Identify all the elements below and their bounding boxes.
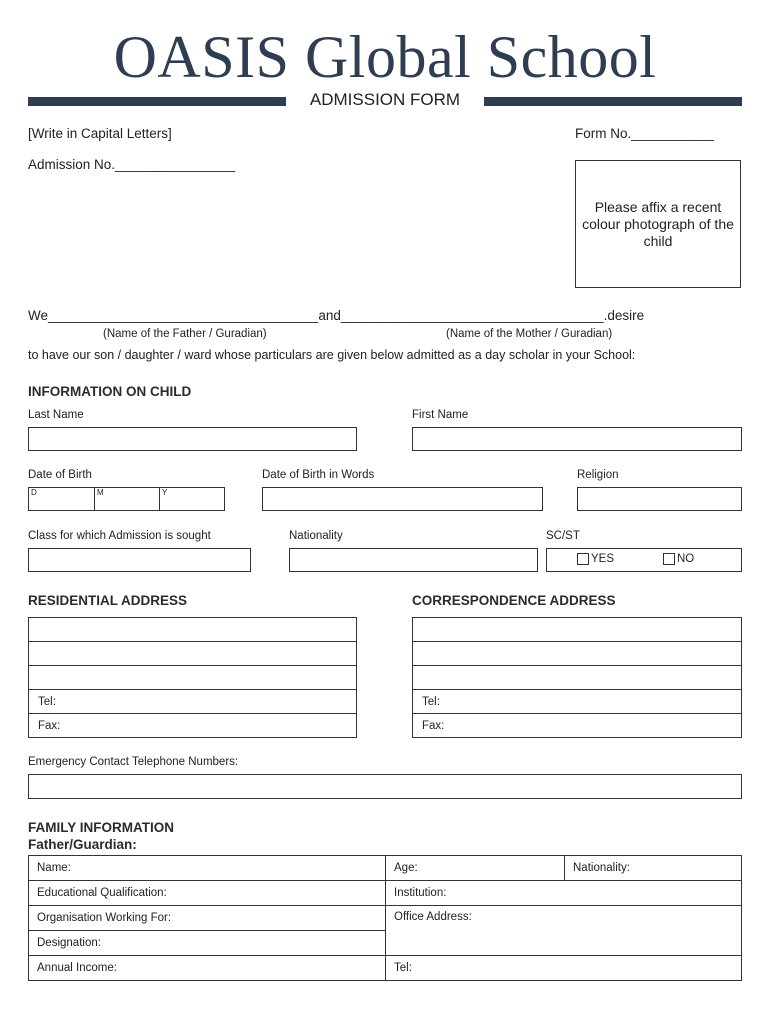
class-sought-input[interactable] (28, 548, 251, 572)
header-band-right (484, 97, 742, 106)
father-name-field[interactable]: Name: (29, 856, 386, 881)
residential-line-2[interactable] (28, 641, 357, 666)
first-name-label: First Name (412, 409, 469, 421)
residential-line-1[interactable] (28, 617, 357, 642)
father-age-field[interactable]: Age: (386, 856, 565, 881)
residential-tel-field[interactable]: Tel: (28, 689, 357, 714)
correspondence-address-heading: CORRESPONDENCE ADDRESS (412, 593, 616, 608)
scst-box (546, 548, 742, 572)
scst-yes-option[interactable] (577, 553, 614, 565)
family-info-heading: FAMILY INFORMATION (28, 820, 175, 835)
no-label: NO (677, 553, 695, 566)
correspondence-tel-field[interactable]: Tel: (412, 689, 742, 714)
school-name: OASIS Global School (113, 24, 657, 90)
yes-label: YES (591, 553, 615, 566)
dob-month-input[interactable] (94, 487, 160, 511)
photo-box (575, 160, 741, 288)
child-info-heading: INFORMATION ON CHILD (28, 384, 192, 399)
table-row (29, 856, 742, 881)
nationality-input[interactable] (289, 548, 538, 572)
religion-input[interactable] (577, 487, 742, 511)
declaration-and: and (318, 308, 341, 323)
residential-address-block (28, 617, 357, 738)
class-sought-label: Class for which Admission is sought (28, 530, 211, 542)
header-band-left (28, 97, 286, 106)
scst-label: SC/ST (546, 530, 580, 542)
correspondence-line-3[interactable] (412, 665, 742, 690)
dob-year-label: Y (162, 488, 168, 497)
father-tel-field[interactable]: Tel: (386, 956, 742, 981)
declaration-desire: .desire (603, 308, 645, 323)
table-row (29, 906, 742, 931)
mother-caption: (Name of the Mother / Guradian) (446, 328, 613, 340)
father-name-blank[interactable]: ____________________________________ (48, 308, 319, 323)
photo-note: Please affix a recent colour photograph of the child (582, 198, 734, 249)
last-name-input[interactable] (28, 427, 357, 451)
father-nationality-field[interactable]: Nationality: (565, 856, 742, 881)
father-guardian-subheading: Father/Guardian: (28, 837, 137, 852)
dob-day-label: D (31, 488, 37, 497)
last-name-label: Last Name (28, 409, 84, 421)
residential-fax-field[interactable]: Fax: (28, 713, 357, 738)
father-guardian-table (28, 855, 742, 981)
father-caption: (Name of the Father / Guradian) (103, 328, 267, 340)
yes-checkbox[interactable] (577, 553, 589, 565)
dob-words-input[interactable] (262, 487, 543, 511)
dob-label: Date of Birth (28, 469, 92, 481)
dob-day-input[interactable] (28, 487, 95, 511)
form-title: ADMISSION FORM (309, 90, 461, 109)
correspondence-line-1[interactable] (412, 617, 742, 642)
nationality-label: Nationality (289, 530, 343, 542)
declaration-we: We (28, 308, 49, 323)
father-education-field[interactable]: Educational Qualification: (29, 881, 386, 906)
declaration-sentence: to have our son / daughter / ward whose particulars are given below admitted as a day scholar in your School: (28, 348, 636, 362)
mother-name-blank[interactable]: ___________________________________ (340, 308, 604, 323)
religion-label: Religion (577, 469, 619, 481)
table-row (29, 881, 742, 906)
father-designation-field[interactable]: Designation: (29, 931, 386, 956)
form-number-field[interactable]: Form No.___________ (575, 126, 714, 141)
table-row (29, 956, 742, 981)
correspondence-address-block (412, 617, 742, 738)
no-checkbox[interactable] (663, 553, 675, 565)
dob-words-label: Date of Birth in Words (262, 469, 375, 481)
father-institution-field[interactable]: Institution: (386, 881, 742, 906)
correspondence-fax-field[interactable]: Fax: (412, 713, 742, 738)
scst-no-option[interactable] (663, 553, 694, 565)
dob-month-label: M (97, 488, 104, 497)
residential-line-3[interactable] (28, 665, 357, 690)
admission-number-field[interactable]: Admission No.________________ (28, 157, 236, 172)
residential-address-heading: RESIDENTIAL ADDRESS (28, 593, 188, 608)
declaration-line (28, 308, 644, 323)
emergency-contact-input[interactable] (28, 774, 742, 799)
father-income-field[interactable]: Annual Income: (29, 956, 386, 981)
dob-year-input[interactable] (159, 487, 225, 511)
emergency-contact-label: Emergency Contact Telephone Numbers: (28, 756, 239, 768)
father-office-address-field[interactable]: Office Address: (386, 906, 742, 956)
father-organisation-field[interactable]: Organisation Working For: (29, 906, 386, 931)
correspondence-line-2[interactable] (412, 641, 742, 666)
first-name-input[interactable] (412, 427, 742, 451)
capital-letters-note: [Write in Capital Letters] (28, 126, 172, 141)
